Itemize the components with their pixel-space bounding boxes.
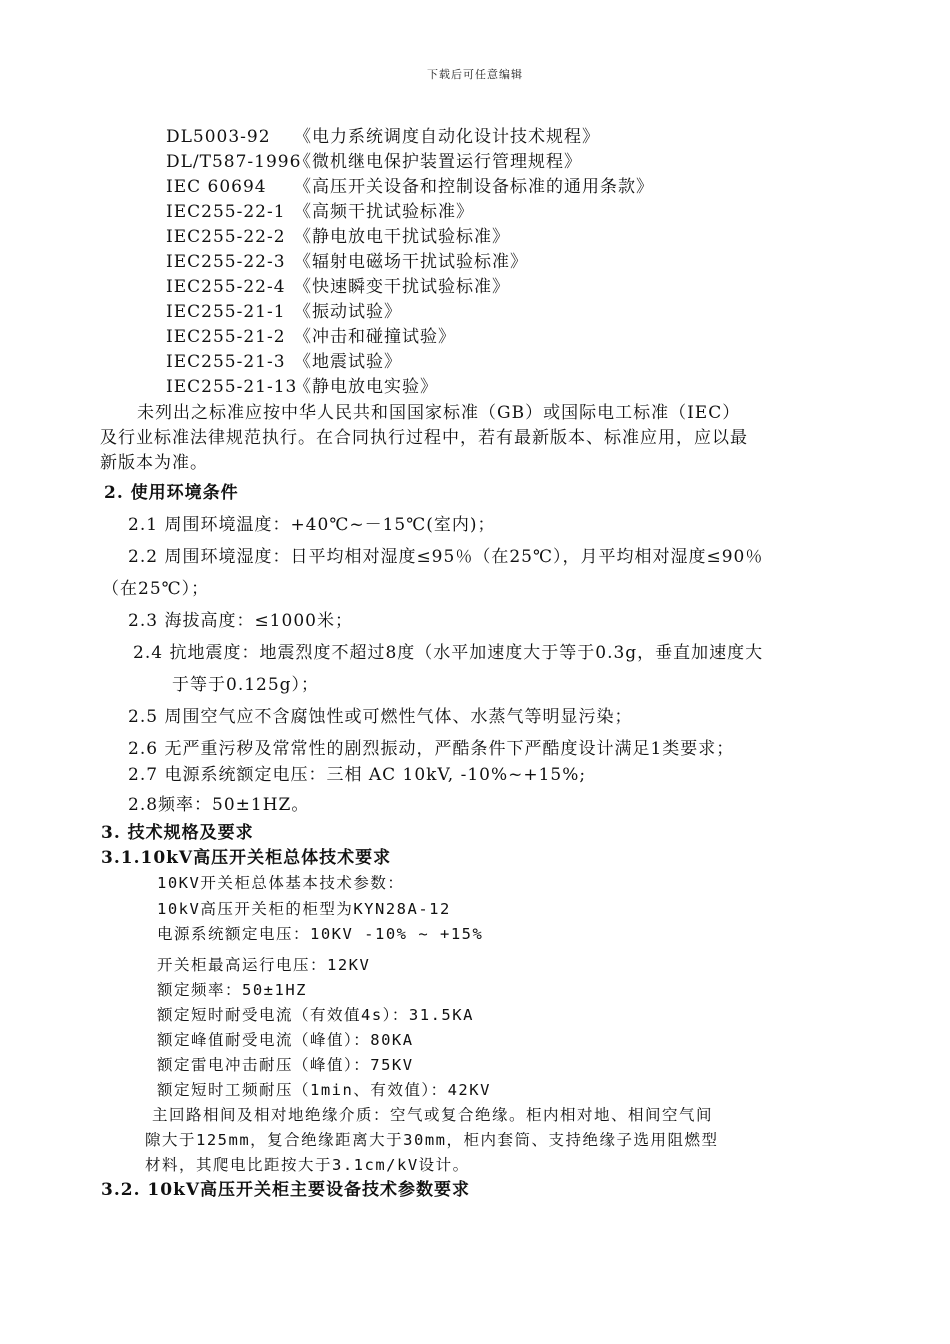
standard-item xyxy=(166,376,438,398)
standard-code: IEC255-22-3 xyxy=(166,252,286,272)
env-item-continued: 于等于0.125g）； xyxy=(172,675,320,695)
param-line: 额定频率：50±1HZ xyxy=(157,981,307,999)
standard-code: IEC255-21-1 xyxy=(166,302,286,322)
insulation-line: 隙大于125mm，复合绝缘距离大于30mm，柜内套筒、支持绝缘子选用阻燃型 xyxy=(145,1131,719,1149)
insulation-line: 材料，其爬电比距按大于3.1cm/kV设计。 xyxy=(145,1156,470,1174)
standard-code: IEC255-22-2 xyxy=(166,227,286,247)
standard-item xyxy=(166,251,528,273)
env-item: 2.7 电源系统额定电压：三相 AC 10kV, -10%~+15%; xyxy=(128,765,587,785)
param-line: 10KV开关柜总体基本技术参数： xyxy=(157,874,405,892)
note-line: 新版本为准。 xyxy=(100,453,208,473)
standard-title: 《振动试验》 xyxy=(294,302,402,322)
param-line: 开关柜最高运行电压：12KV xyxy=(157,956,371,974)
standard-title: 《静电放电实验》 xyxy=(294,377,438,397)
standard-code: IEC255-21-3 xyxy=(166,352,286,372)
note-line: 未列出之标准应按中华人民共和国国家标准（GB）或国际电工标准（IEC） xyxy=(137,403,741,423)
standard-item xyxy=(166,176,654,198)
standard-title: 《辐射电磁场干扰试验标准》 xyxy=(294,252,528,272)
standard-item xyxy=(166,301,402,323)
standard-title: 《静电放电干扰试验标准》 xyxy=(294,227,510,247)
standard-title: 《高压开关设备和控制设备标准的通用条款》 xyxy=(294,177,654,197)
standard-title: 《微机继电保护装置运行管理规程》 xyxy=(294,152,582,172)
standard-title: 《快速瞬变干扰试验标准》 xyxy=(294,277,510,297)
standard-code: IEC255-21-13 xyxy=(166,377,298,397)
standard-code: IEC255-21-2 xyxy=(166,327,286,347)
param-line: 额定短时工频耐压（1min、有效值）：42KV xyxy=(157,1081,491,1099)
note-line: 及行业标准法律规范执行。在合同执行过程中，若有最新版本、标准应用，应以最 xyxy=(100,428,748,448)
standard-code: IEC255-22-4 xyxy=(166,277,286,297)
subsection-heading: 3.2. 10kV高压开关柜主要设备技术参数要求 xyxy=(101,1180,471,1200)
standard-item xyxy=(166,326,456,348)
standard-item xyxy=(166,151,582,173)
section-heading: 3. 技术规格及要求 xyxy=(101,823,254,843)
standard-item xyxy=(166,276,510,298)
param-line: 10kV高压开关柜的柜型为KYN28A-12 xyxy=(157,900,451,918)
standard-item xyxy=(166,351,402,373)
standard-code: IEC255-22-1 xyxy=(166,202,286,222)
standard-code: DL5003-92 xyxy=(166,127,271,147)
env-item: 2.2 周围环境湿度：日平均相对湿度≤95％（在25℃），月平均相对湿度≤90％ xyxy=(128,547,764,567)
standard-item xyxy=(166,226,510,248)
env-item: 2.3 海拔高度：≤1000米； xyxy=(128,611,353,631)
param-line: 额定雷电冲击耐压（峰值）：75KV xyxy=(157,1056,414,1074)
standard-title: 《冲击和碰撞试验》 xyxy=(294,327,456,347)
standard-title: 《电力系统调度自动化设计技术规程》 xyxy=(294,127,600,147)
page-header: 下载后可任意编辑 xyxy=(427,68,523,81)
env-item: 2.4 抗地震度：地震烈度不超过8度（水平加速度大于等于0.3g，垂直加速度大 xyxy=(133,643,764,663)
param-line: 额定短时耐受电流（有效值4s）：31.5KA xyxy=(157,1006,474,1024)
standard-title: 《高频干扰试验标准》 xyxy=(294,202,474,222)
standard-item xyxy=(166,126,600,148)
param-line: 额定峰值耐受电流（峰值）：80KA xyxy=(157,1031,414,1049)
standard-title: 《地震试验》 xyxy=(294,352,402,372)
standard-code: DL/T587-1996 xyxy=(166,152,302,172)
standard-item xyxy=(166,201,474,223)
env-item-continued: （在25℃）； xyxy=(102,579,210,599)
standard-code: IEC 60694 xyxy=(166,177,267,197)
insulation-line: 主回路相间及相对地绝缘介质：空气或复合绝缘。柜内相对地、相间空气间 xyxy=(152,1106,714,1124)
env-item: 2.6 无严重污秽及常常性的剧烈振动，严酷条件下严酷度设计满足1类要求； xyxy=(128,739,735,759)
param-line: 电源系统额定电压：10KV -10% ~ +15% xyxy=(157,925,484,943)
env-item: 2.1 周围环境温度：+40℃~－15℃(室内)； xyxy=(128,515,496,535)
env-item: 2.8频率：50±1HZ。 xyxy=(128,795,310,815)
section-heading: 2. 使用环境条件 xyxy=(104,483,239,503)
env-item: 2.5 周围空气应不含腐蚀性或可燃性气体、水蒸气等明显污染； xyxy=(128,707,633,727)
subsection-heading: 3.1.10kV高压开关柜总体技术要求 xyxy=(101,848,392,868)
